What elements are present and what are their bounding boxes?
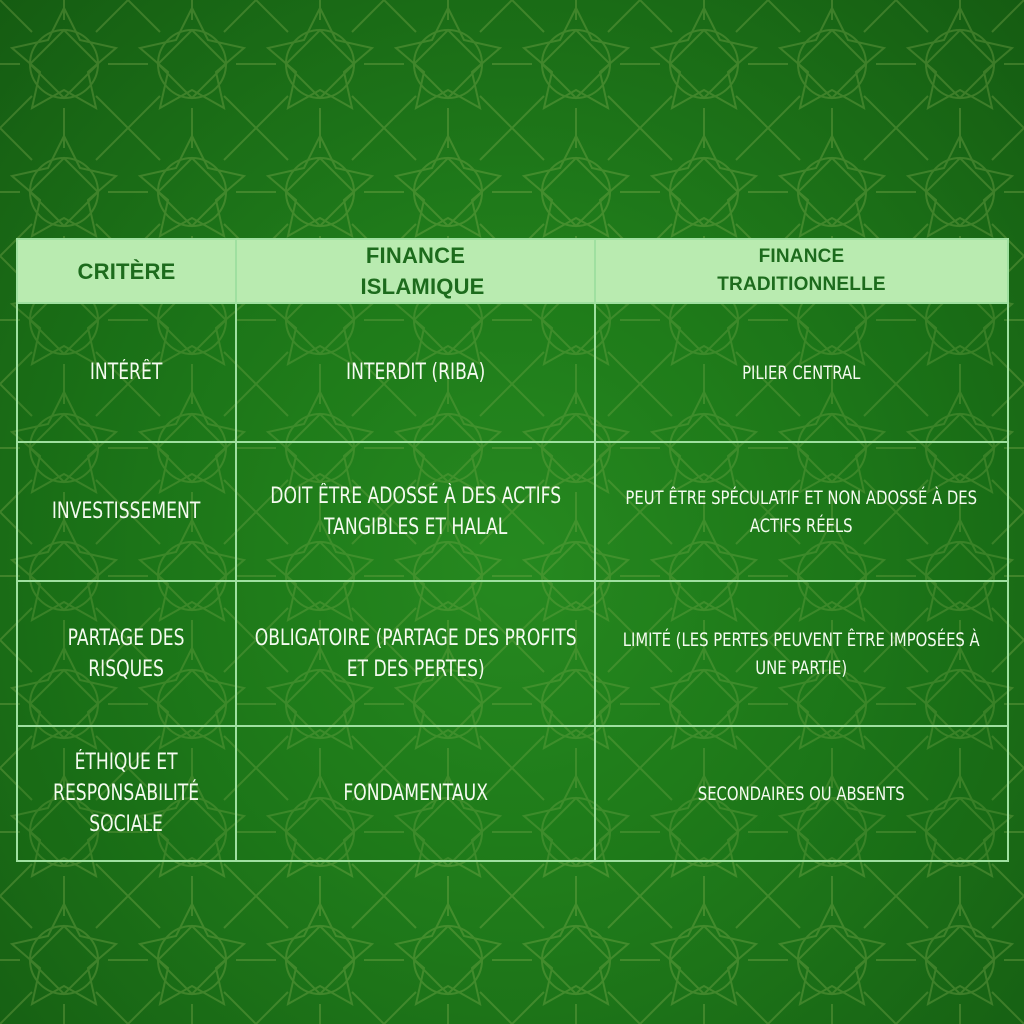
table-row	[17, 442, 1008, 581]
comparison-table-container	[16, 238, 1007, 872]
cell-finance-traditionnelle: LIMITÉ (LES PERTES PEUVENT ÊTRE IMPOSÉES À UNE PARTIE)	[595, 581, 1008, 726]
cell-critere: PARTAGE DES RISQUES	[17, 581, 236, 726]
table-row	[17, 726, 1008, 861]
cell-critere: ÉTHIQUE ET RESPONSABILITÉ SOCIALE	[17, 726, 236, 861]
cell-finance-traditionnelle: PEUT ÊTRE SPÉCULATIF ET NON ADOSSÉ À DES ACTIFS RÉELS	[595, 442, 1008, 581]
table-header-row	[17, 239, 1008, 303]
header-finance-traditionnelle: FINANCE TRADITIONNELLE	[595, 239, 1008, 303]
table-row	[17, 581, 1008, 726]
cell-finance-islamique: OBLIGATOIRE (PARTAGE DES PROFITS ET DES PERTES)	[236, 581, 595, 726]
cell-finance-islamique: INTERDIT (RIBA)	[236, 303, 595, 442]
cell-finance-islamique: FONDAMENTAUX	[236, 726, 595, 861]
cell-critere: INTÉRÊT	[17, 303, 236, 442]
cell-finance-traditionnelle: PILIER CENTRAL	[595, 303, 1008, 442]
cell-finance-traditionnelle: SECONDAIRES OU ABSENTS	[595, 726, 1008, 861]
comparison-table	[16, 238, 1009, 862]
header-critere: CRITÈRE	[17, 239, 236, 303]
header-finance-islamique: FINANCE ISLAMIQUE	[236, 239, 595, 303]
cell-finance-islamique: DOIT ÊTRE ADOSSÉ À DES ACTIFS TANGIBLES ET HALAL	[236, 442, 595, 581]
table-row	[17, 303, 1008, 442]
cell-critere: INVESTISSEMENT	[17, 442, 236, 581]
